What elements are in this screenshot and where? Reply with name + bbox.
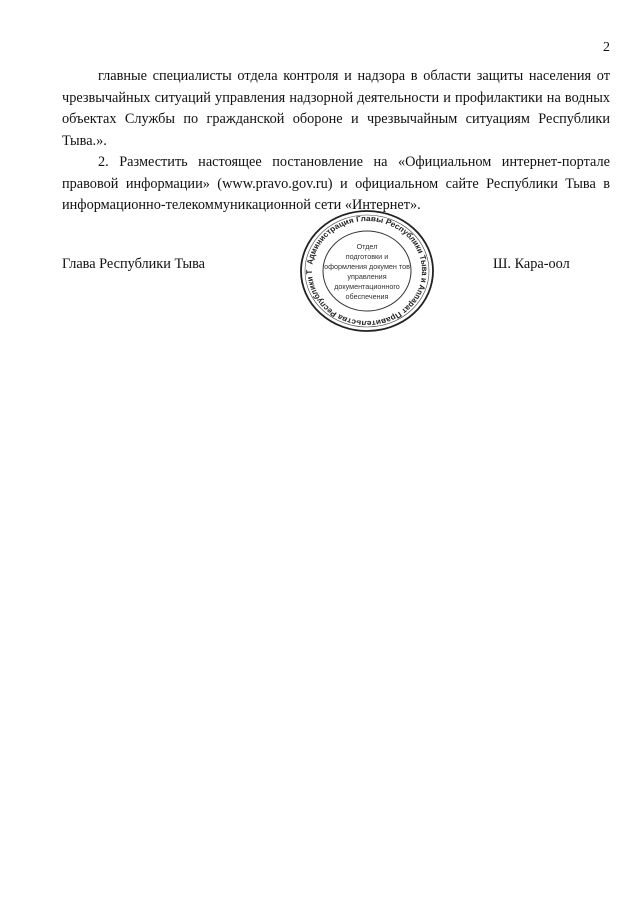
seal-ring-text-path: Администрация Главы Республики Тыва и Аппарат Правительства Республики Т — [304, 214, 430, 328]
document-body — [62, 66, 610, 217]
paragraph-continuation: главные специалисты отдела контроля и надзора в области защиты населения от чрезвычайных ситуаций управления надзорной деятельности и профилактики на водных объектах Службы по гражданской обороне и чрезвычайным ситуациям Республики Тыва.». — [62, 68, 610, 149]
signature-name: Ш. Кара-оол — [493, 256, 570, 272]
seal-center-line-3: оформления докумен тов — [324, 262, 410, 271]
seal-center-block — [324, 242, 410, 301]
paragraph-item-2: 2. Разместить настоящее постановление на «Официальном интернет-портале правовой информации» (www.pravo.gov.ru) и официальном сайте Республики Тыва в информационно-телекоммуникационной сети «Интернет». — [62, 154, 610, 213]
official-seal — [298, 208, 436, 334]
seal-graphic — [298, 208, 436, 334]
page-number: 2 — [603, 40, 610, 55]
seal-center-line-6: обеспечения — [345, 292, 389, 301]
seal-center-line-5: документационного — [334, 282, 400, 291]
signature-position: Глава Республики Тыва — [62, 256, 205, 272]
seal-center-line-1: Отдел — [356, 242, 378, 251]
seal-center-line-2: подготовки и — [345, 252, 389, 261]
seal-outer-ring — [301, 211, 433, 331]
seal-center-line-4: управления — [347, 272, 387, 281]
